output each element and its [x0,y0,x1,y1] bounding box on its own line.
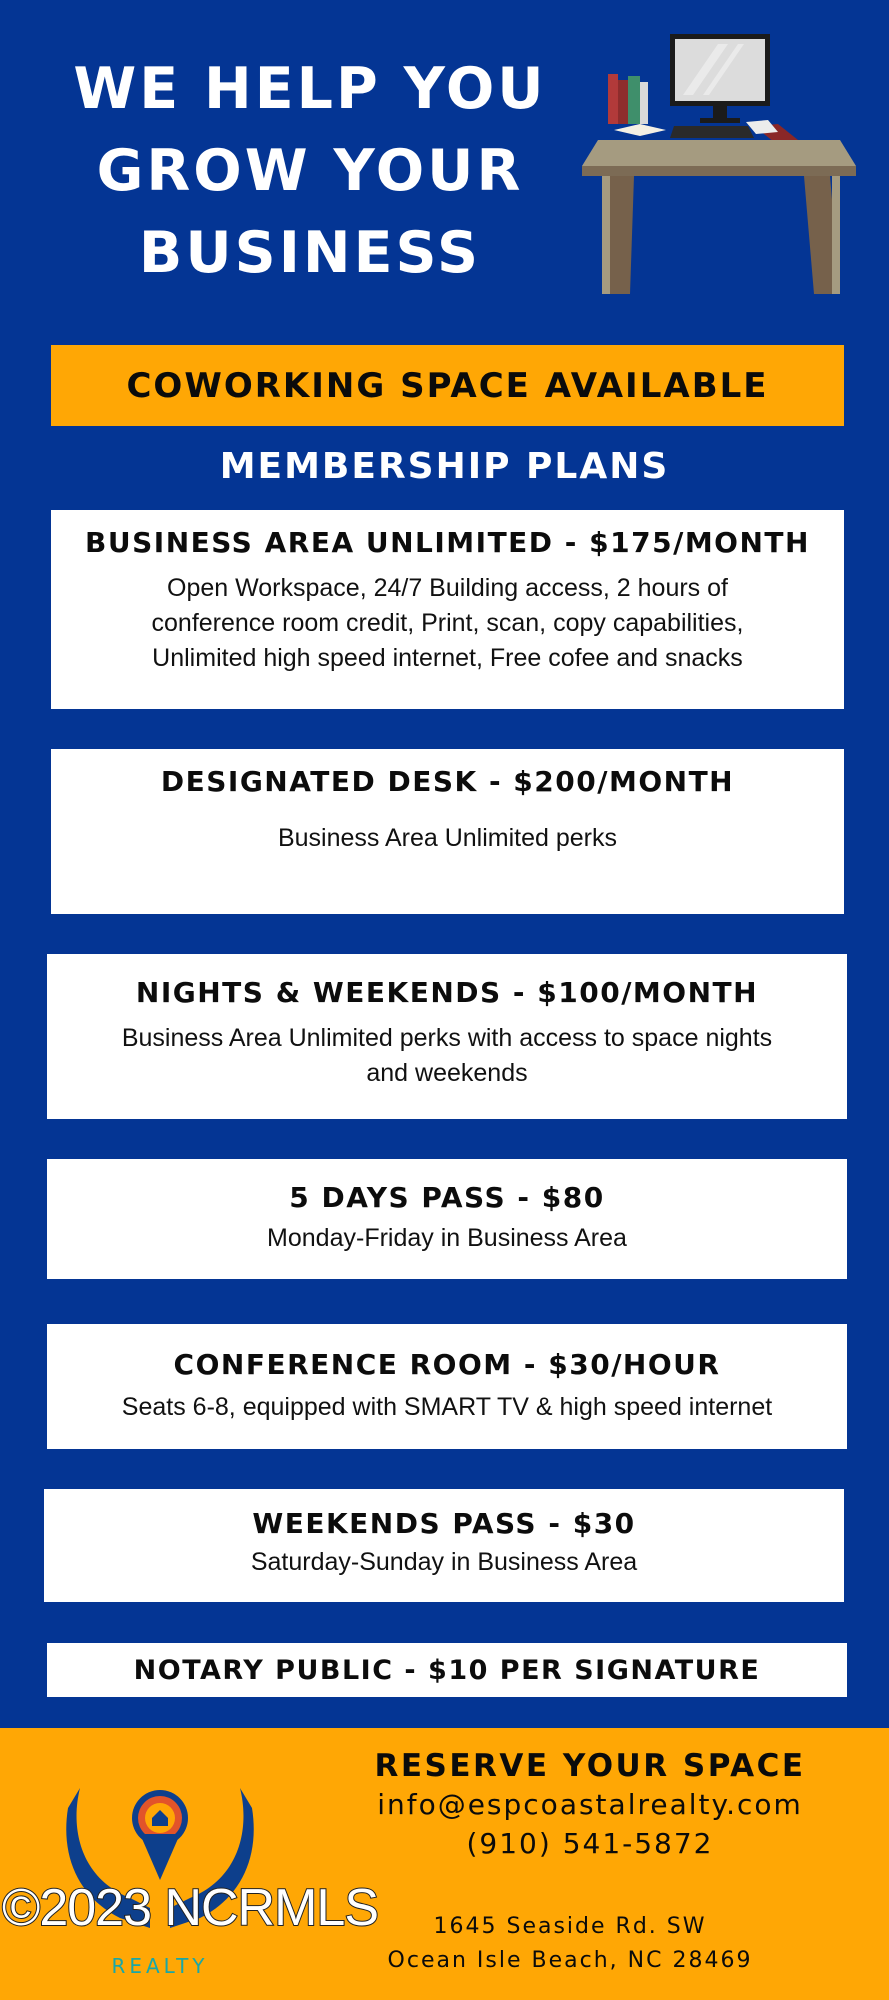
plan-card-weekends-pass [44,1489,844,1602]
plan-title: CONFERENCE ROOM - $30/HOUR [173,1348,721,1381]
membership-plans-heading: MEMBERSHIP PLANS [219,446,670,487]
footer-contact-section [0,1728,889,2000]
plan-description-line: Unlimited high speed internet, Free cofee and snacks [152,644,743,672]
plan-description-line: Open Workspace, 24/7 Building access, 2 hours of [167,574,728,602]
plan-title: 5 DAYS PASS - $80 [289,1181,605,1214]
plan-description-line: Seats 6-8, equipped with SMART TV & high speed internet [121,1393,773,1421]
plan-description-line: Business Area Unlimited perks [277,824,618,852]
hero-line-3: BUSINESS [138,220,482,286]
plan-description-line: Saturday-Sunday in Business Area [250,1548,638,1576]
copyright-watermark: ©2023 NCRMLS [2,1879,379,1937]
plan-card-conference-room [47,1324,847,1449]
hero-line-1: WE HELP YOU [73,56,547,122]
plan-card-business-area-unlimited [51,510,844,709]
plan-title: BUSINESS AREA UNLIMITED - $175/MONTH [85,526,810,559]
contact-block [310,1748,870,1860]
plan-card-nights-weekends [47,954,847,1119]
banner-text: COWORKING SPACE AVAILABLE [126,365,769,406]
plan-title: WEEKENDS PASS - $30 [252,1507,636,1540]
company-logo [60,1768,260,1978]
logo-text: REALTY [111,1954,209,1978]
plan-title: NIGHTS & WEEKENDS - $100/MONTH [135,976,759,1009]
reserve-heading: RESERVE YOUR SPACE [374,1748,806,1784]
address-line-1: 1645 Seaside Rd. SW [433,1914,707,1939]
coworking-banner [51,345,844,426]
plan-description-line: Business Area Unlimited perks with access to space nights [121,1024,773,1052]
plan-title: NOTARY PUBLIC - $10 PER SIGNATURE [133,1654,761,1686]
plan-card-designated-desk [51,749,844,914]
address-line-2: Ocean Isle Beach, NC 28469 [387,1948,753,1973]
plan-description-line: Monday-Friday in Business Area [267,1224,627,1252]
hero-headline [40,48,580,294]
plan-title: DESIGNATED DESK - $200/MONTH [160,765,735,798]
desk-computer-illustration [578,30,863,296]
plan-card-5-days-pass [47,1159,847,1279]
address-block [340,1910,800,1978]
plan-card-notary-public [47,1643,847,1697]
plan-description-line: and weekends [366,1059,528,1087]
phone-link[interactable]: (910) 541-5872 [466,1827,714,1860]
email-link[interactable]: info@espcoastalrealty.com [377,1788,803,1821]
plan-description-line: conference room credit, Print, scan, copy capabilities, [151,609,744,637]
hero-line-2: GROW YOUR [96,138,524,204]
